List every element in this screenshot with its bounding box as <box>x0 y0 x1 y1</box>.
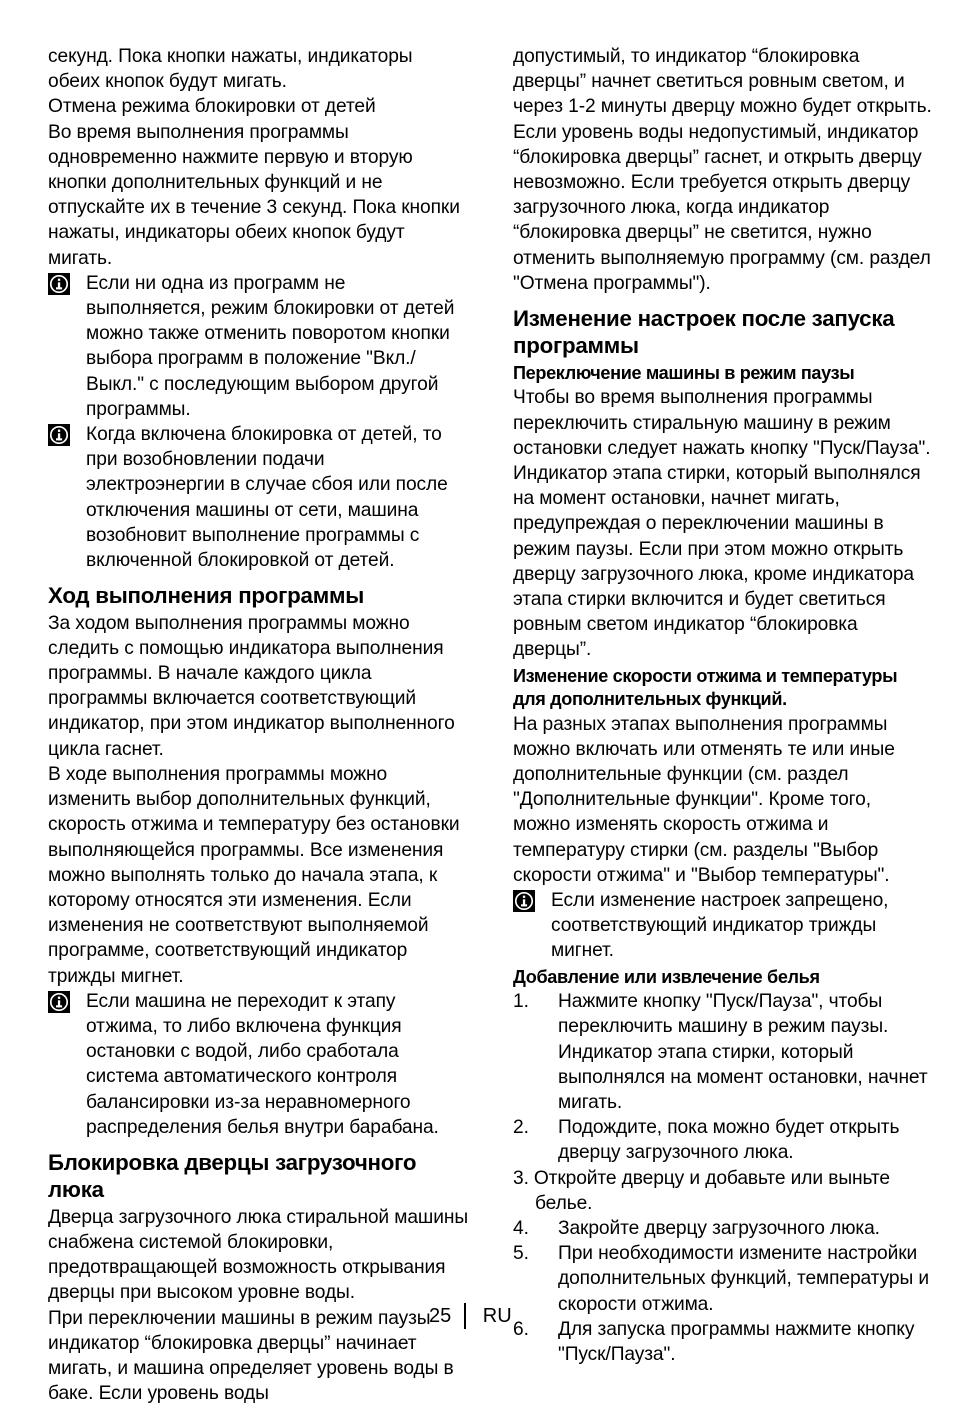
list-item-text: При необходимости измените настройки дополнительных функций, температуры и скорости отжима. <box>558 1243 929 1315</box>
list-item-number: 1. <box>513 991 529 1013</box>
two-column-layout <box>48 44 932 1406</box>
para-program-progress-body: За ходом выполнения программы можно следить с помощью индикатора выполнения программы. В начале каждого цикла программы включается соответствующий индикатор, при этом индикатор выполненного цикла гаснет. <box>48 612 455 760</box>
list-item-text: Подождите, пока можно будет открыть дверцу загрузочного люка. <box>558 1117 900 1164</box>
list-item-number: 5. <box>513 1243 529 1265</box>
note-text: Если изменение настроек запрещено, соответствующий индикатор трижды мигнет. <box>551 890 889 962</box>
list-item-text: Закройте дверцу загрузочного люка. <box>558 1217 880 1239</box>
list-item-number: 2. <box>513 1117 529 1139</box>
list-item-number: 4. <box>513 1217 529 1239</box>
note-text: Если ни одна из программ не выполняется, режим блокировки от детей можно также отменить поворотом кнопки выбора программ в положение "Вкл./Выкл." с последующим выбором другой программы. <box>86 272 455 420</box>
para-door-lock-pause: При переключении машины в режим паузы индикатор “блокировка дверцы” начинает мигать, и машина определяет уровень воды в баке. Если уровень воды <box>48 1307 454 1405</box>
list-item <box>513 989 933 1115</box>
left-column <box>48 44 468 1406</box>
note-no-spin-stage <box>48 989 468 1140</box>
para-change-spin-temp-body: На разных этапах выполнения программы можно включать или отменять те или иные дополнительные функции (см. раздел "Дополнительные функции". Кроме того, можно изменять скорость отжима и температуру стирки (см. разделы "Выбор скорости отжима" и "Выбор температуры". <box>513 713 895 886</box>
heading-program-progress: Ход выполнения программы <box>48 583 364 609</box>
list-item <box>513 1115 933 1165</box>
list-item-text: Для запуска программы нажмите кнопку "Пуск/Пауза". <box>558 1318 915 1365</box>
note-no-program-running <box>48 271 468 422</box>
info-icon <box>513 890 535 912</box>
heading-change-settings: Изменение настроек после запуска программы <box>513 306 895 359</box>
list-item-wrap <box>513 1166 933 1216</box>
subheading-change-spin-temp: Изменение скорости отжима и температуры для дополнительных функций. <box>513 665 898 710</box>
note-change-forbidden <box>513 888 933 964</box>
para-water-level-not-allowed: Если уровень воды недопустимый, индикатор “блокировка дверцы” гаснет, и открыть дверцу невозможно. Если требуется открыть дверцу загрузочного люка, когда индикатор “блокировка дверцы” не светится, нужно отменить выполняемую программу (см. раздел "Отмена программы"). <box>513 121 931 294</box>
note-text: Когда включена блокировка от детей, то при возобновлении подачи электроэнергии в случае сбоя или после отключения машины от сети, машина возобновит выполнение программы с включенной блокировкой от детей. <box>86 424 448 572</box>
para-seconds-indicators: секунд. Пока кнопки нажаты, индикаторы обеих кнопок будут мигать. <box>48 46 413 93</box>
info-icon <box>48 424 70 446</box>
list-item-text: Нажмите кнопку "Пуск/Пауза", чтобы переключить машину в режим паузы. Индикатор этапа стирки, который выполнялся на момент остановки, начнет мигать. <box>558 991 928 1113</box>
list-item-number: 6. <box>513 1318 529 1340</box>
para-cancel-childlock: Отмена режима блокировки от детей <box>48 96 376 118</box>
info-icon <box>48 991 70 1013</box>
note-text: Если машина не переходит к этапу отжима, то либо включена функция остановки с водой, либо сработала система автоматического контроля балансировки из-за неравномерного распределения белья внутри барабана. <box>86 990 439 1138</box>
page-footer <box>0 1303 954 1329</box>
heading-door-lock: Блокировка дверцы загрузочного люка <box>48 1149 417 1203</box>
subheading-pause-mode: Переключение машины в режим паузы <box>513 362 855 383</box>
note-childlock-power-restore <box>48 422 468 573</box>
subheading-add-remove-laundry: Добавление или извлечение белья <box>513 966 820 987</box>
list-item-number: 3. <box>513 1167 529 1189</box>
list-item <box>513 1166 933 1216</box>
list-item-text: Откройте дверцу и добавьте или выньте белье. <box>533 1167 890 1214</box>
page-number: 25 <box>429 1305 452 1327</box>
para-cancel-childlock-steps: Во время выполнения программы одновременно нажмите первую и вторую кнопки дополнительных функций и не отпускайте их в течение 3 секунд. Пока кнопки нажаты, индикаторы обеих кнопок будут мигать. <box>48 121 460 269</box>
para-pause-mode-body: Чтобы во время выполнения программы переключить стиральную машину в режим остановки следует нажать кнопку "Пуск/Пауза". Индикатор этапа стирки, который выполнялся на момент остановки, начнет мигать, предупреждая о переключении машины в режим паузы. Если при этом можно открыть дверцу загрузочного люка, кроме индикатора этапа стирки включится и будет светиться ровным светом индикатор “блокировка дверцы”. <box>513 387 931 661</box>
language-code: RU <box>482 1305 512 1327</box>
para-door-lock-body: Дверца загрузочного люка стиральной машины снабжена системой блокировки, предотвращающей возможность открывания дверцы при высоком уровне воды. <box>48 1206 469 1304</box>
list-item <box>513 1216 933 1241</box>
right-column <box>513 44 933 1367</box>
para-water-level-allowed: допустимый, то индикатор “блокировка дверцы” начнет светиться ровным светом, и через 1-2 минуты дверцу можно будет открыть. <box>513 46 932 118</box>
info-icon <box>48 273 70 295</box>
para-program-progress-changes: В ходе выполнения программы можно изменить выбор дополнительных функций, скорость отжима и температуру без остановки выполняющейся программы. Все изменения можно выполнять только до начала этапа, к которому относятся эти изменения. Если изменения не соответствуют выполняемой программе, соответствующий индикатор трижды мигнет. <box>48 763 460 987</box>
